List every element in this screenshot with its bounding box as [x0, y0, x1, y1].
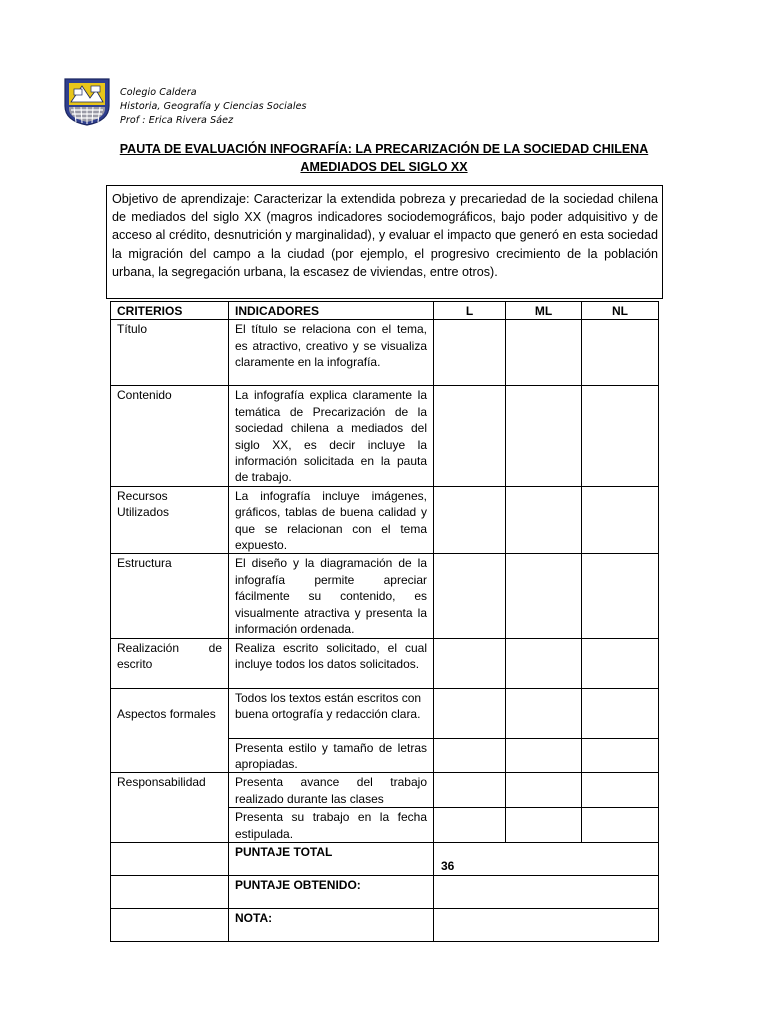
criterion-cell: Responsabilidad — [111, 773, 229, 843]
indicator-cell: Presenta su trabajo en la fecha estipulada. — [229, 808, 434, 843]
teacher-name: Prof : Erica Rivera Sáez — [120, 115, 234, 126]
obtained-score-row — [111, 875, 659, 908]
score-l-cell[interactable] — [434, 486, 506, 554]
score-ml-cell[interactable] — [506, 320, 582, 386]
header-ml: ML — [506, 302, 582, 320]
title-line-2: AMEDIADOS DEL SIGLO XX — [300, 160, 468, 174]
department-name: Historia, Geografía y Ciencias Sociales — [120, 101, 307, 112]
indicator-cell: El diseño y la diagramación de la infografía permite apreciar fácilmente su contenido, es visualmente atractiva y presenta la información ordenada. — [229, 554, 434, 638]
table-header-row — [111, 302, 659, 320]
rubric-table-wrapper — [110, 301, 659, 942]
score-ml-cell[interactable] — [506, 486, 582, 554]
score-nl-cell[interactable] — [582, 486, 659, 554]
table-row — [111, 773, 659, 808]
score-nl-cell[interactable] — [582, 320, 659, 386]
grade-label: NOTA: — [229, 908, 434, 941]
indicator-cell: El título se relaciona con el tema, es atractivo, creativo y se visualiza claramente en la infografía. — [229, 320, 434, 386]
obtained-score-label: PUNTAJE OBTENIDO: — [229, 875, 434, 908]
score-nl-cell[interactable] — [582, 638, 659, 688]
header-criteria: CRITERIOS — [111, 302, 229, 320]
score-nl-cell[interactable] — [582, 386, 659, 486]
grade-input[interactable] — [434, 908, 659, 941]
score-ml-cell[interactable] — [506, 688, 582, 738]
score-nl-cell[interactable] — [582, 738, 659, 773]
score-nl-cell[interactable] — [582, 773, 659, 808]
score-l-cell[interactable] — [434, 320, 506, 386]
total-score-row — [111, 842, 659, 875]
rubric-table — [110, 301, 659, 942]
indicator-cell: Todos los textos están escritos con buena ortografía y redacción clara. — [229, 688, 434, 738]
criterion-cell: Realización de escrito — [111, 638, 229, 688]
score-ml-cell[interactable] — [506, 773, 582, 808]
criterion-cell: Título — [111, 320, 229, 386]
score-l-cell[interactable] — [434, 738, 506, 773]
score-l-cell[interactable] — [434, 638, 506, 688]
score-ml-cell[interactable] — [506, 554, 582, 638]
score-ml-cell[interactable] — [506, 808, 582, 843]
total-score-value: 36 — [434, 842, 659, 875]
indicator-cell: Presenta estilo y tamaño de letras apropiadas. — [229, 738, 434, 773]
table-row — [111, 320, 659, 386]
objective-text: Objetivo de aprendizaje: Caracterizar la extendida pobreza y precariedad de la sociedad chilena de mediados del siglo XX (magros indicadores sociodemográficos, bajo poder adquisitivo y de acceso al crédito, desnutrición y marginalidad), y evaluar el impacto que generó en esta sociedad la migración del campo a la ciudad (por ejemplo, el progresivo crecimiento de la población urbana, la segregación urbana, la escasez de viviendas, entre otros). — [112, 192, 658, 279]
total-score-label: PUNTAJE TOTAL — [229, 842, 434, 875]
table-row — [111, 688, 659, 738]
score-l-cell[interactable] — [434, 808, 506, 843]
score-nl-cell[interactable] — [582, 808, 659, 843]
table-row — [111, 486, 659, 554]
header-nl: NL — [582, 302, 659, 320]
title-line-1: PAUTA DE EVALUACIÓN INFOGRAFÍA: LA PRECARIZACIÓN DE LA SOCIEDAD CHILENA — [119, 142, 649, 156]
indicator-cell: Realiza escrito solicitado, el cual incluye todos los datos solicitados. — [229, 638, 434, 688]
criterion-cell: Contenido — [111, 386, 229, 486]
score-l-cell[interactable] — [434, 554, 506, 638]
criterion-cell: Aspectos formales — [111, 688, 229, 773]
school-name: Colegio Caldera — [120, 87, 197, 98]
indicator-cell: La infografía explica claramente la temática de Precarización de la sociedad chilena a mediados del siglo XX, es decir incluye la información solicitada en la pauta de trabajo. — [229, 386, 434, 486]
score-ml-cell[interactable] — [506, 738, 582, 773]
indicator-cell: Presenta avance del trabajo realizado durante las clases — [229, 773, 434, 808]
obtained-score-input[interactable] — [434, 875, 659, 908]
score-ml-cell[interactable] — [506, 638, 582, 688]
criterion-cell: Recursos Utilizados — [111, 486, 229, 554]
score-l-cell[interactable] — [434, 688, 506, 738]
indicator-cell: La infografía incluye imágenes, gráficos, tablas de buena calidad y que se relacionan con el tema expuesto. — [229, 486, 434, 554]
table-row — [111, 386, 659, 486]
score-nl-cell[interactable] — [582, 688, 659, 738]
table-row — [111, 638, 659, 688]
document-title — [110, 140, 658, 176]
header-l: L — [434, 302, 506, 320]
score-l-cell[interactable] — [434, 386, 506, 486]
criterion-cell: Estructura — [111, 554, 229, 638]
score-ml-cell[interactable] — [506, 386, 582, 486]
grade-row — [111, 908, 659, 941]
learning-objective-box — [106, 185, 663, 299]
table-row — [111, 554, 659, 638]
score-nl-cell[interactable] — [582, 554, 659, 638]
score-l-cell[interactable] — [434, 773, 506, 808]
header-indicators: INDICADORES — [229, 302, 434, 320]
school-crest-logo — [62, 76, 112, 126]
